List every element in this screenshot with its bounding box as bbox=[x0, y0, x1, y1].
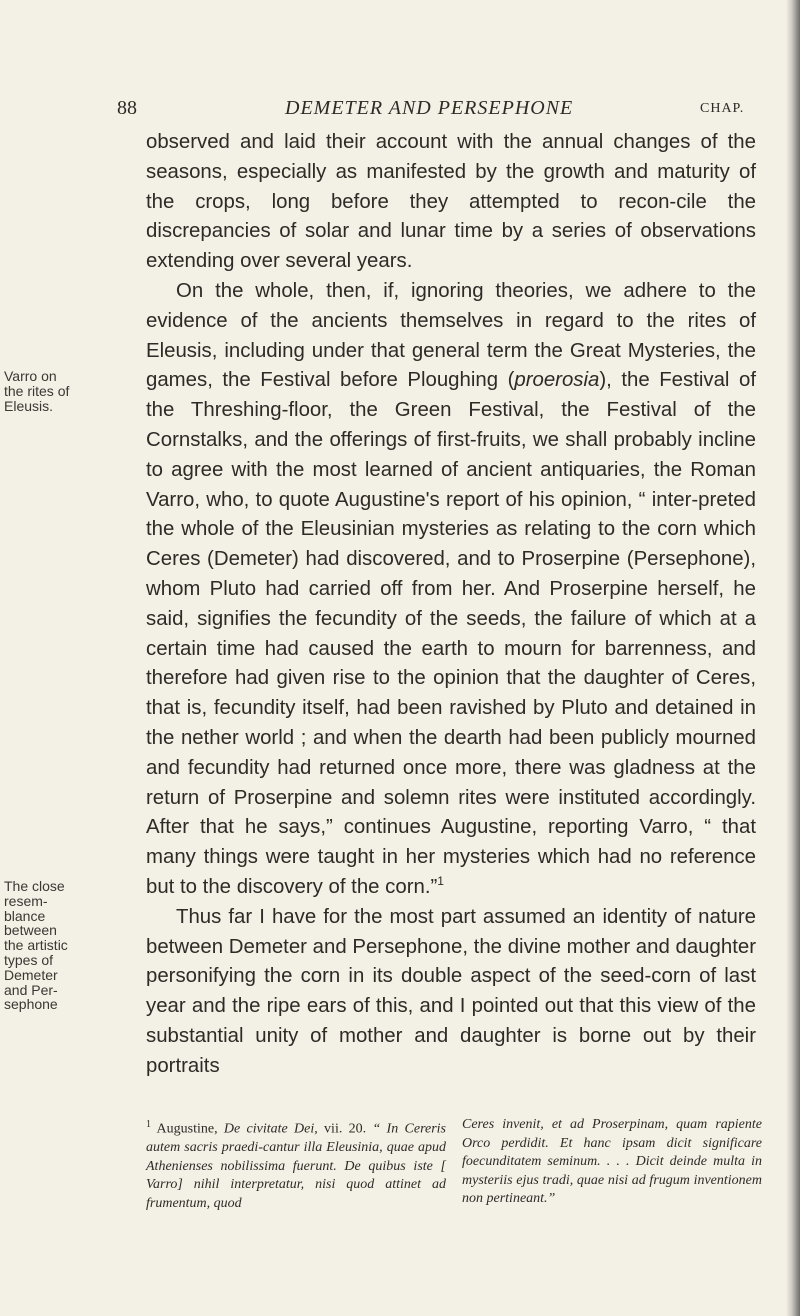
text-run: On the whole, then, if, ignoring theories, we adhere to the evidence of the ancients themselves in regard to the rites of Eleusis, including under that general term the Great Mysteries, the games, the Festival before Ploughing ( bbox=[146, 279, 756, 392]
text-run: ), the Festival of the Threshing-floor, the Green Festival, the Festival of the Cornstalks, and the offerings of first-fruits, we shall probably incline to agree with the most learned of ancient antiquaries, the Roman Varro, who, to quote Augustine's report of his opinion, “ inter-preted the whole of the Eleusinian mysteries as relating to the corn which Ceres (Demeter) had discovered, and to Proserpine (Persephone), whom Pluto had carried off from her. And Proserpine herself, he said, signifies the fecundity of the seeds, the failure of which at a certain time had caused the earth to mourn for barrenness, and therefore had given rise to the opinion that the daughter of Ceres, that is, fecundity itself, had been ravished by Pluto and detained in the nether world ; and when the dearth had been publicly mourned and fecundity had returned once more, there was gladness at the return of Proserpine and solemn rites were instituted accordingly. After that he says,” continues Augustine, reporting Varro, “ that many things were taught in her mysteries which had no reference but to the discovery of the corn.” bbox=[146, 369, 756, 898]
sidenote-line: and Per- bbox=[4, 981, 58, 998]
footnote-ref: , vii. 20. bbox=[314, 1121, 373, 1137]
sidenote-line: Varro on bbox=[4, 368, 57, 384]
paragraph-identity: Thus far I have for the most part assumed an identity of nature between Demeter and Persephone, the divine mother and daughter personifying the corn in its double aspect of the seed-corn of last year and the ripe ears of this, and I pointed out that this view of the substantial unity of mother and daughter is borne out by their portraits bbox=[146, 905, 756, 1077]
sidenote-line: between bbox=[4, 922, 57, 939]
footnote-author: Augustine, bbox=[151, 1121, 224, 1137]
page-header bbox=[0, 97, 800, 127]
main-text bbox=[146, 128, 756, 1082]
sidenote-line: the artistic bbox=[4, 937, 68, 954]
sidenote-line: Eleusis. bbox=[4, 397, 54, 414]
sidenote-line: resem- bbox=[4, 892, 48, 909]
sidenote-line: sephone bbox=[4, 996, 58, 1013]
running-title: DEMETER AND PERSEPHONE bbox=[285, 97, 574, 119]
sidenote-line: Demeter bbox=[4, 966, 58, 983]
paragraph-continued: observed and laid their account with the annual changes of the seasons, especially as manifested by the growth and maturity of the crops, long before they attempted to recon-cile the discrepancies of solar and lunar time by a series of observations extending over several years. bbox=[146, 131, 756, 273]
sidenote-varro bbox=[4, 369, 108, 413]
footnote-work: De civitate Dei bbox=[223, 1121, 315, 1137]
sidenote-line: the rites of bbox=[4, 382, 70, 399]
paragraph-varro bbox=[146, 277, 756, 903]
footnote-column-left bbox=[146, 1116, 446, 1213]
sidenote-resemblance bbox=[4, 879, 108, 1012]
page-number: 88 bbox=[117, 97, 137, 119]
sidenote-line: types of bbox=[4, 951, 54, 968]
italic-term: proerosia bbox=[514, 369, 600, 392]
chapter-marker: CHAP. bbox=[700, 101, 745, 116]
footnote-column-right: Ceres invenit, et ad Proserpinam, quam rapiente Orco perdidit. Et hanc ipsam dicit significare foecunditatem seminum. . . . Dicit deinde multa in mysteriis ejus tradi, quae nisi ad frugum inventionem non pertineant.” bbox=[462, 1117, 762, 1206]
footnote-reference: 1 bbox=[437, 874, 444, 889]
sidenote-line: The close bbox=[4, 878, 65, 894]
footnote-quote-left: “ In Cereris autem sacris praedi-cantur illa Eleusinia, quae apud Athenienses nobilissima fuerunt. De quibus iste [ Varro] nihil interpretatur, nisi quod attinet ad frumentum, quod bbox=[146, 1121, 446, 1211]
page-edge-shadow bbox=[786, 0, 800, 1316]
sidenote-line: blance bbox=[4, 907, 46, 924]
footnote-marker: 1 bbox=[146, 1119, 151, 1130]
